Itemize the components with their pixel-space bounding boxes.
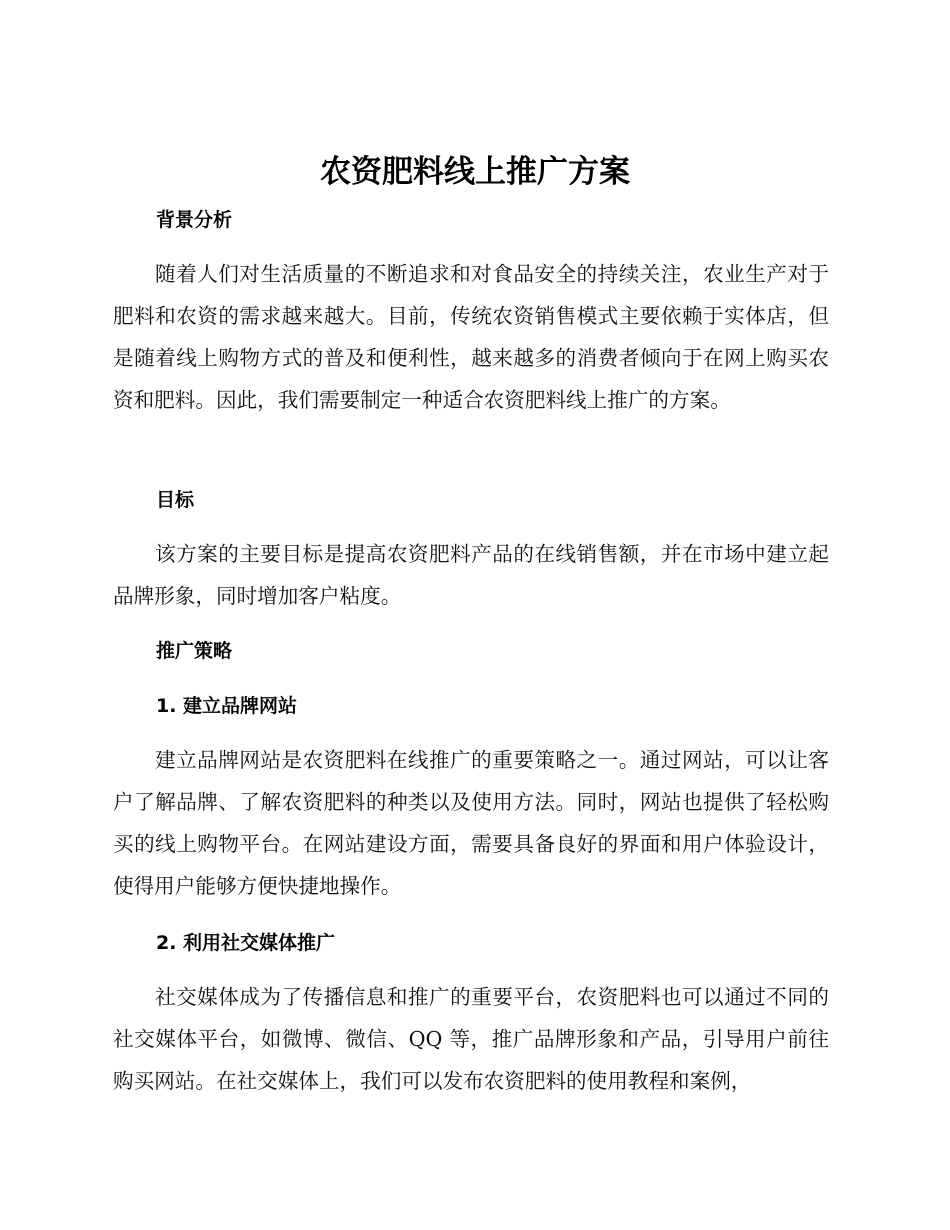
section-heading-strategy: 推广策略 [156, 640, 233, 662]
paragraph-goal: 该方案的主要目标是提高农资肥料产品的在线销售额，并在市场中建立起品牌形象，同时增加客户粘度。 [113, 542, 829, 608]
paragraph-background: 随着人们对生活质量的不断追求和对食品安全的持续关注，农业生产对于肥料和农资的需求越来越大。目前，传统农资销售模式主要依赖于实体店，但是随着线上购物方式的普及和便利性，越来越多的消费者倾向于在网上购买农资和肥料。因此，我们需要制定一种适合农资肥料线上推广的方案。 [113, 262, 829, 412]
subsection-heading-website: 1. 建立品牌网站 [156, 695, 298, 717]
section-heading-goal: 目标 [156, 489, 195, 511]
paragraph-social-media: 社交媒体成为了传播信息和推广的重要平台，农资肥料也可以通过不同的社交媒体平台，如微博、微信、QQ 等，推广品牌形象和产品，引导用户前往购买网站。在社交媒体上，我们可以发布农资肥料的使用教程和案例， [113, 985, 829, 1093]
paragraph-website: 建立品牌网站是农资肥料在线推广的重要策略之一。通过网站，可以让客户了解品牌、了解农资肥料的种类以及使用方法。同时，网站也提供了轻松购买的线上购物平台。在网站建设方面，需要具备良好的界面和用户体验设计，使得用户能够方便快捷地操作。 [113, 748, 829, 898]
section-heading-background: 背景分析 [156, 209, 233, 231]
document-title: 农资肥料线上推广方案 [320, 154, 630, 190]
subsection-heading-social-media: 2. 利用社交媒体推广 [156, 932, 336, 954]
